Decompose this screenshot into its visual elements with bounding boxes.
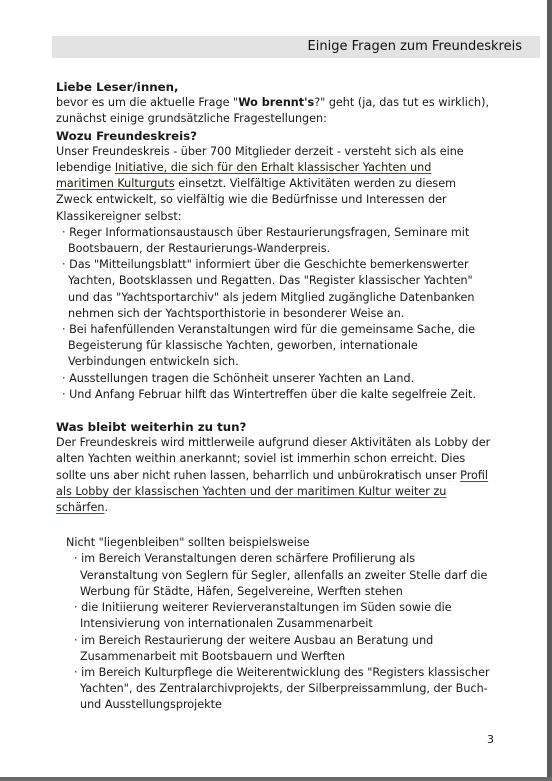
section-heading-wozu: Wozu Freundeskreis? [56, 128, 198, 143]
intro-emphasis: Wo brennt's [238, 96, 315, 110]
spacer [56, 516, 492, 535]
list-item: · im Bereich Veranstaltungen deren schärfere Profilierung als Veranstaltung von Seglern für Segler, allenfalls an zweiter Stelle darf die Werbung für Städte, Häfen, Segelvereine, Werften stehen [74, 552, 488, 598]
list-item: · Reger Informationsaustausch über Restaurierungsfragen, Seminare mit Bootsbauern, der Restaurierungs-Wanderpreis. [62, 225, 470, 256]
list-item: · im Bereich Restaurierung der weitere Ausbau an Beratung und Zusammenarbeit mit Bootsbauern und Werften [74, 633, 434, 663]
list-item: · Ausstellungen tragen die Schönheit unserer Yachten an Land. [62, 371, 415, 385]
underlined-phrase: Initiative, die sich für den Erhalt klassischer Yachten und maritimen Kulturguts [56, 161, 432, 191]
list-item: · Das "Mitteilungsblatt" informiert über die Geschichte bemerkenswerter Yachten, Bootsklassen und Regatten. Das "Register klassischer Yachten" und das "Yachtsportarchiv" als jedem Mitglied zugängliche Datenbanken nehmen sich der Yachtsporthistorie in besonderer Weise an. [62, 258, 475, 320]
list-item: · Bei hafenfüllenden Veranstaltungen wird für die gemeinsame Sache, die Begeisterung für klassische Yachten, geworben, internationale Verbindungen entwickeln sich. [62, 323, 476, 369]
page-number: 3 [487, 733, 494, 746]
salutation: Liebe Leser/innen, [56, 80, 179, 94]
indented-list [56, 535, 492, 713]
underlined-phrase: Profil als Lobby der klassischen Yachten und der maritimen Kultur weiter zu schärfen [56, 468, 489, 515]
section-heading-was-bleibt: Was bleibt weiterhin zu tun? [56, 420, 247, 435]
intro-line-1: bevor es um die aktuelle Frage "Wo brennt's?" geht (ja, das tut es wirklich), [56, 96, 490, 110]
list-item: · im Bereich Kulturpflege die Weiterentwicklung des "Registers klassischer Yachten", des Zentralarchivprojekts, der Silberpreissammlung, der Buch- und Ausstellungsprojekte [74, 665, 490, 712]
list-item: · die Initiierung weiterer Revierveranstaltungen im Süden sowie die Intensivierung von internationalen Zusammenarbeit [74, 601, 452, 631]
page-header-title: Einige Fragen zum Freundeskreis [307, 39, 522, 54]
section-paragraph: Der Freundeskreis wird mittlerweile aufgrund dieser Aktivitäten als Lobby der alten Yachten weithin anerkannt; soviel ist immerhin schon erreicht. Dies sollte uns aber nicht ruhen lassen, beharrlich und unbürokratisch unser Profil als Lobby der klassischen Yachten und der maritimen Kultur weiter zu schärfen. [56, 436, 491, 515]
spacer [56, 403, 492, 419]
list-item: · Und Anfang Februar hilft das Wintertreffen über die kalte segelfreie Zeit. [62, 387, 476, 401]
scan-edge-bottom [0, 777, 552, 781]
section-paragraph: Unser Freundeskreis - über 700 Mitglieder derzeit - versteht sich als eine lebendige Initiative, die sich für den Erhalt klassischer Yachten und maritimen Kulturguts einsetzt. Vielfältige Aktivitäten werden zu diesem Zweck entwickelt, so vielfältig wie die Bedürfnisse und Interessen der Klassikereigner selbst: [56, 144, 464, 223]
scan-edge-right [547, 0, 552, 781]
list-lead: Nicht "liegenbleiben" sollten beispielsweise [66, 536, 310, 550]
article-body [56, 79, 492, 714]
intro-line-2: zunächst einige grundsätzliche Fragestellungen: [56, 112, 327, 126]
